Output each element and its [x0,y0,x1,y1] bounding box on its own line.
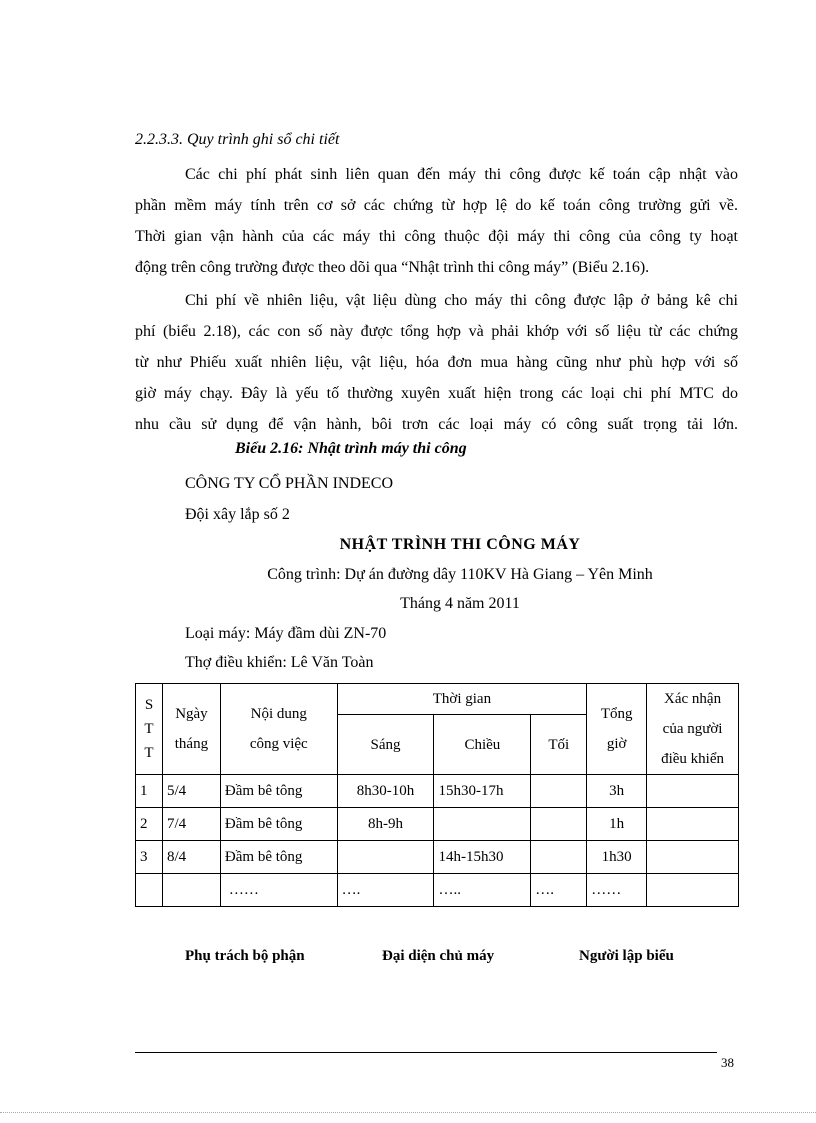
month-line: Tháng 4 năm 2011 [400,595,520,612]
paragraph-2-line: Chi phí về nhiên liệu, vật liệu dùng cho máy thi công được lập ở bảng kê chi [185,292,738,309]
cell-confirm [647,808,739,841]
paragraph-1-line: động trên công trường được theo dõi qua “Nhật trình thi công máy” (Biểu 2.16). [135,259,650,276]
paragraph-1-line: Thời gian vận hành của các máy thi công thuộc đội máy thi công của công ty hoạt [135,228,738,245]
header-text: tháng [174,736,209,752]
cell-date: 8/4 [162,841,220,874]
paragraph-1 [135,159,738,283]
cell-afternoon: 15h30-17h [434,775,531,808]
header-text: điều khiển [661,751,724,767]
cell-stt: 2 [136,808,163,841]
cell-afternoon: ….. [434,874,531,907]
cell-confirm [647,775,739,808]
cell-evening: …. [531,874,587,907]
cell-total: 1h [587,808,647,841]
cell-total: 3h [587,775,647,808]
cell-morning: …. [337,874,434,907]
header-date [162,684,220,775]
cell-afternoon [434,808,531,841]
signature-owner-rep: Đại diện chủ máy [382,948,495,964]
cell-evening [531,808,587,841]
header-text: S [144,697,154,713]
table-header-row [136,684,739,715]
header-time: Thời gian [337,684,587,715]
paragraph-2-line: phí (biểu 2.18), các con số này được tổng hợp và phải khớp với số liệu từ các chứng [135,323,738,340]
machine-type: Loại máy: Máy đầm dùi ZN-70 [185,625,387,642]
cell-stt: 1 [136,775,163,808]
form-title: NHẬT TRÌNH THI CÔNG MÁY [339,536,581,553]
cell-date [162,874,220,907]
table-row [136,775,739,808]
header-text: Xác nhận [664,691,722,707]
cell-evening [531,775,587,808]
cell-evening [531,841,587,874]
paragraph-1-line: phần mềm máy tính trên cơ sở các chứng từ hợp lệ do kế toán công trường gửi về. [135,197,738,214]
signature-dept-head: Phụ trách bộ phận [185,948,305,964]
header-morning: Sáng [337,715,434,775]
cell-morning: 8h-9h [337,808,434,841]
cell-work: Đầm bê tông [220,808,337,841]
header-text: của người [662,721,723,737]
page-bottom-border [0,1112,816,1113]
footer-rule [135,1052,717,1053]
cell-work: Đầm bê tông [220,775,337,808]
team-name: Đội xây lắp số 2 [185,506,290,523]
figure-caption: Biểu 2.16: Nhật trình máy thi công [235,440,467,457]
paragraph-1-line: Các chi phí phát sinh liên quan đến máy thi công được kế toán cập nhật vào [185,166,738,183]
header-text: Tổng [600,706,633,722]
paragraph-2-line: giờ máy chạy. Đây là yếu tố thường xuyên xuất hiện trong các loại chi phí MTC do [135,385,738,402]
header-work [220,684,337,775]
header-total [587,684,647,775]
header-evening: Tối [531,715,587,775]
cell-date: 5/4 [162,775,220,808]
cell-date: 7/4 [162,808,220,841]
cell-confirm [647,841,739,874]
header-text: T [144,745,154,761]
table-row [136,808,739,841]
table-row [136,874,739,907]
table-row [136,841,739,874]
machine-log-table [135,683,739,907]
cell-confirm [647,874,739,907]
cell-work: …… [220,874,337,907]
cell-total: …… [587,874,647,907]
section-heading: 2.2.3.3. Quy trình ghi sổ chi tiết [135,131,340,148]
signature-preparer: Người lập biểu [579,948,674,964]
cell-afternoon: 14h-15h30 [434,841,531,874]
paragraph-2-line: nhu cầu sử dụng để vận hành, bôi trơn các loại máy có công suất trọng tải lớn. [135,416,738,433]
header-text: giờ [606,736,627,752]
header-text: công việc [249,736,308,752]
operator-line: Thợ điều khiển: Lê Văn Toàn [185,654,374,671]
header-afternoon: Chiều [434,715,531,775]
company-name: CÔNG TY CỔ PHẦN INDECO [185,475,394,492]
header-text: T [144,721,154,737]
paragraph-2-line: từ như Phiếu xuất nhiên liệu, vật liệu, hóa đơn mua hàng cũng như phù hợp với số [135,354,738,371]
cell-work: Đầm bê tông [220,841,337,874]
header-text: Nội dung [250,706,307,722]
header-confirm [647,684,739,775]
header-text: Ngày [175,706,208,722]
page-number: 38 [721,1055,734,1070]
paragraph-2 [135,285,738,440]
header-stt [136,684,163,775]
cell-stt [136,874,163,907]
project-line: Công trình: Dự án đường dây 110KV Hà Giang – Yên Minh [267,566,653,583]
cell-total: 1h30 [587,841,647,874]
cell-morning: 8h30-10h [337,775,434,808]
cell-stt: 3 [136,841,163,874]
cell-morning [337,841,434,874]
